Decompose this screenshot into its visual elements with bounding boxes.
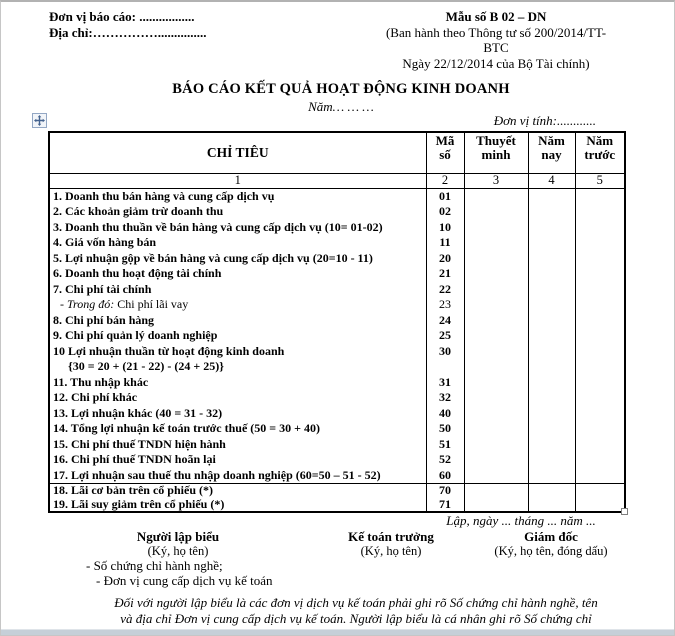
issued-line-1: (Ban hành theo Thông tư số 200/2014/TT- (385, 24, 607, 40)
table-move-handle-icon[interactable] (32, 113, 47, 128)
row-code: 50 (426, 421, 464, 437)
prior-year-cell[interactable] (575, 344, 625, 360)
column-index: 3 (464, 173, 528, 188)
row-label: 3. Doanh thu thuần về bán hàng và cung cấp dịch vụ (10= 01-02) (49, 220, 426, 236)
table-row (49, 266, 625, 282)
prior-year-cell[interactable] (575, 375, 625, 391)
table-row-eps (49, 498, 625, 513)
table-row (49, 328, 625, 344)
row-label: 18. Lãi cơ bản trên cổ phiếu (*) (49, 484, 426, 498)
current-year-cell[interactable] (528, 344, 575, 360)
income-statement-table (48, 131, 626, 513)
form-number-block (331, 9, 661, 71)
table-row (49, 390, 625, 406)
row-label: 7. Chi phí tài chính (49, 282, 426, 298)
table-row (49, 313, 625, 329)
note-cell[interactable] (464, 484, 528, 498)
row-label: 10 Lợi nhuận thuần từ hoạt động kinh doanh (49, 344, 426, 360)
column-index: 2 (426, 173, 464, 188)
row-label: 15. Chi phí thuế TNDN hiện hành (49, 437, 426, 453)
note-cell[interactable] (464, 406, 528, 422)
row-label: 12. Chi phí khác (49, 390, 426, 406)
column-index: 4 (528, 173, 575, 188)
row-label: 1. Doanh thu bán hàng và cung cấp dịch vụ (49, 188, 426, 204)
row-code: 30 (426, 344, 464, 360)
bottom-instruction-line-2: và địa chỉ Đơn vị cung cấp dịch vụ kế toán. Người lập biểu là cá nhân ghi rõ Số chứng chỉ (120, 610, 592, 626)
row-code: 60 (426, 468, 464, 484)
table-row (49, 188, 625, 204)
row-label: 11. Thu nhập khác (49, 375, 426, 391)
table-row (49, 282, 625, 298)
row-code: 51 (426, 437, 464, 453)
row-code: 02 (426, 204, 464, 220)
note-cell[interactable] (464, 375, 528, 391)
row-code (426, 359, 464, 375)
report-unit-field[interactable]: Đơn vị báo cáo: ................. (49, 9, 195, 24)
preparer-note-2: - Đơn vị cung cấp dịch vụ kế toán (96, 573, 273, 588)
signature-subtitle: (Ký, họ tên, đóng dấu) (494, 544, 608, 558)
signature-title: Giám đốc (524, 529, 578, 544)
prior-year-cell[interactable] (575, 328, 625, 344)
current-year-cell[interactable] (528, 313, 575, 329)
row-code: 20 (426, 251, 464, 267)
row-code: 40 (426, 406, 464, 422)
note-cell[interactable] (464, 282, 528, 298)
note-cell[interactable] (464, 452, 528, 468)
table-row (49, 406, 625, 422)
column-header-thuyet-minh: Thuyết minh (464, 132, 528, 173)
note-cell[interactable] (464, 220, 528, 236)
note-cell[interactable] (464, 204, 528, 220)
row-label: 19. Lãi suy giảm trên cổ phiếu (*) (49, 498, 426, 513)
table-row (49, 204, 625, 220)
table-row (49, 437, 625, 453)
signature-block-director (471, 529, 631, 559)
column-header-chi-tieu: CHỈ TIÊU (49, 132, 426, 173)
note-cell[interactable] (464, 266, 528, 282)
column-index-row (49, 173, 625, 188)
prior-year-cell[interactable] (575, 251, 625, 267)
table-row (49, 468, 625, 484)
current-year-cell[interactable] (528, 421, 575, 437)
report-header-left (49, 9, 206, 41)
current-year-cell[interactable] (528, 297, 575, 313)
signature-block-preparer (48, 529, 308, 559)
prior-year-cell[interactable] (575, 421, 625, 437)
row-code: 23 (426, 297, 464, 313)
row-code: 52 (426, 452, 464, 468)
bottom-instruction-line-1: Đối với người lập biểu là các đơn vị dịch vụ kế toán phải ghi rõ Số chứng chỉ hành nghề, tên (114, 595, 598, 610)
row-label (49, 297, 426, 313)
move-icon (34, 115, 45, 126)
row-code: 22 (426, 282, 464, 298)
prior-year-cell[interactable] (575, 498, 625, 513)
prior-year-cell[interactable] (575, 204, 625, 220)
note-cell[interactable] (464, 251, 528, 267)
current-year-cell[interactable] (528, 484, 575, 498)
signature-subtitle: (Ký, họ tên) (147, 544, 209, 558)
row-label-italic-prefix: - Trong đó: (60, 297, 115, 311)
row-code: 01 (426, 188, 464, 204)
prior-year-cell[interactable] (575, 235, 625, 251)
row-code: 70 (426, 484, 464, 498)
note-cell[interactable] (464, 421, 528, 437)
current-year-cell[interactable] (528, 468, 575, 484)
table-header-row (49, 132, 625, 173)
current-year-cell[interactable] (528, 204, 575, 220)
note-cell[interactable] (464, 498, 528, 513)
row-label: 6. Doanh thu hoạt động tài chính (49, 266, 426, 282)
row-label: {30 = 20 + (21 - 22) - (24 + 25)} (49, 359, 426, 375)
table-row-eps (49, 484, 625, 498)
form-number: Mẫu số B 02 – DN (445, 9, 547, 24)
row-label: 16. Chi phí thuế TNDN hoãn lại (49, 452, 426, 468)
table-row (49, 452, 625, 468)
column-header-nam-nay: Năm nay (528, 132, 575, 173)
issued-line-3: Ngày 22/12/2014 của Bộ Tài chính) (402, 55, 590, 71)
year-field[interactable]: Năm… … … (308, 99, 374, 114)
row-label: 13. Lợi nhuận khác (40 = 31 - 32) (49, 406, 426, 422)
column-header-ma-so: Mã số (426, 132, 464, 173)
row-label: 5. Lợi nhuận gộp về bán hàng và cung cấp dịch vụ (20=10 - 11) (49, 251, 426, 267)
note-cell[interactable] (464, 313, 528, 329)
signature-title: Người lập biểu (136, 529, 220, 544)
unit-of-measure-field[interactable]: Đơn vị tính:............ (493, 113, 596, 128)
note-cell[interactable] (464, 297, 528, 313)
table-row (49, 375, 625, 391)
prior-year-cell[interactable] (575, 266, 625, 282)
row-code: 24 (426, 313, 464, 329)
table-row-formula (49, 359, 625, 375)
table-row-trong-do (49, 297, 625, 313)
made-date-line: Lập, ngày ... tháng ... năm ... (446, 513, 596, 528)
note-cell[interactable] (464, 359, 528, 375)
page-title: BÁO CÁO KẾT QUẢ HOẠT ĐỘNG KINH DOANH (172, 81, 510, 97)
row-label-rest: Chi phí lãi vay (114, 297, 189, 311)
row-label: 4. Giá vốn hàng bán (49, 235, 426, 251)
column-header-nam-truoc: Năm trước (575, 132, 625, 173)
prior-year-cell[interactable] (575, 452, 625, 468)
row-code: 32 (426, 390, 464, 406)
prior-year-cell[interactable] (575, 359, 625, 375)
row-label: 2. Các khoản giảm trừ doanh thu (49, 204, 426, 220)
bottom-instruction-paragraph (56, 595, 656, 626)
note-cell[interactable] (464, 344, 528, 360)
prior-year-cell[interactable] (575, 220, 625, 236)
prior-year-cell[interactable] (575, 437, 625, 453)
row-code: 11 (426, 235, 464, 251)
current-year-cell[interactable] (528, 359, 575, 375)
current-year-cell[interactable] (528, 188, 575, 204)
row-label: 14. Tổng lợi nhuận kế toán trước thuế (50 = 30 + 40) (49, 421, 426, 437)
row-code: 71 (426, 498, 464, 513)
current-year-cell[interactable] (528, 328, 575, 344)
prior-year-cell[interactable] (575, 188, 625, 204)
table-row (49, 344, 625, 360)
current-year-cell[interactable] (528, 452, 575, 468)
current-year-cell[interactable] (528, 220, 575, 236)
note-cell[interactable] (464, 437, 528, 453)
prior-year-cell[interactable] (575, 484, 625, 498)
note-cell[interactable] (464, 390, 528, 406)
row-code: 10 (426, 220, 464, 236)
note-cell[interactable] (464, 188, 528, 204)
column-index: 1 (49, 173, 426, 188)
signature-title: Kế toán trưởng (348, 529, 434, 544)
current-year-cell[interactable] (528, 266, 575, 282)
current-year-cell[interactable] (528, 282, 575, 298)
table-row (49, 220, 625, 236)
row-label: 8. Chi phí bán hàng (49, 313, 426, 329)
address-field[interactable]: Địa chỉ:……………............... (49, 25, 207, 40)
table-row (49, 251, 625, 267)
preparer-note-1: - Số chứng chỉ hành nghề; (86, 558, 223, 573)
current-year-cell[interactable] (528, 375, 575, 391)
row-code: 25 (426, 328, 464, 344)
current-year-cell[interactable] (528, 235, 575, 251)
table-row (49, 235, 625, 251)
current-year-cell[interactable] (528, 390, 575, 406)
current-year-cell[interactable] (528, 437, 575, 453)
note-cell[interactable] (464, 328, 528, 344)
note-cell[interactable] (464, 235, 528, 251)
current-year-cell[interactable] (528, 498, 575, 513)
note-cell[interactable] (464, 468, 528, 484)
prior-year-cell[interactable] (575, 390, 625, 406)
prior-year-cell[interactable] (575, 406, 625, 422)
signature-block-chief-accountant (311, 529, 471, 559)
prior-year-cell[interactable] (575, 282, 625, 298)
prior-year-cell[interactable] (575, 297, 625, 313)
current-year-cell[interactable] (528, 406, 575, 422)
signature-subtitle: (Ký, họ tên) (360, 544, 422, 558)
column-index: 5 (575, 173, 625, 188)
current-year-cell[interactable] (528, 251, 575, 267)
row-code: 21 (426, 266, 464, 282)
issued-line-2: BTC (483, 40, 509, 55)
row-label: 9. Chi phí quản lý doanh nghiệp (49, 328, 426, 344)
table-row (49, 421, 625, 437)
prior-year-cell[interactable] (575, 468, 625, 484)
row-label: 17. Lợi nhuận sau thuế thu nhập doanh nghiệp (60=50 – 51 - 52) (49, 468, 426, 484)
prior-year-cell[interactable] (575, 313, 625, 329)
row-code: 31 (426, 375, 464, 391)
